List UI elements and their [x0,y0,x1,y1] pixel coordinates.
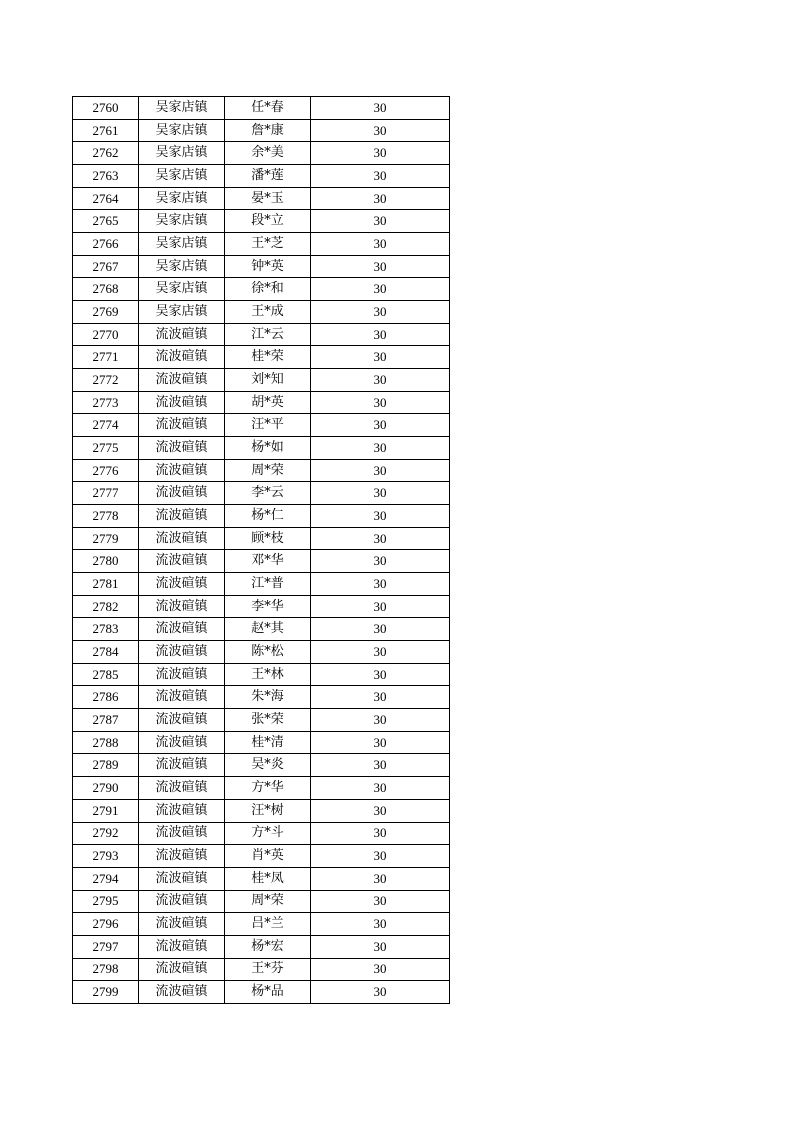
row-number-cell: 2778 [73,505,139,528]
row-number-cell: 2767 [73,255,139,278]
row-number-cell: 2794 [73,867,139,890]
town-cell: 流波碹镇 [139,913,225,936]
row-number-cell: 2779 [73,527,139,550]
row-number-cell: 2785 [73,663,139,686]
table-row [73,527,450,550]
person-name-cell: 王*成 [225,301,311,324]
row-number-cell: 2772 [73,369,139,392]
person-name-cell: 任*春 [225,97,311,120]
row-number-cell: 2770 [73,323,139,346]
amount-cell: 30 [311,754,450,777]
table-row [73,505,450,528]
amount-cell: 30 [311,913,450,936]
person-name-cell: 吴*炎 [225,754,311,777]
table-row [73,845,450,868]
amount-cell: 30 [311,527,450,550]
person-name-cell: 周*荣 [225,459,311,482]
town-cell: 流波碹镇 [139,754,225,777]
town-cell: 吴家店镇 [139,301,225,324]
person-name-cell: 吕*兰 [225,913,311,936]
row-number-cell: 2795 [73,890,139,913]
town-cell: 流波碹镇 [139,346,225,369]
table-row [73,867,450,890]
row-number-cell: 2776 [73,459,139,482]
town-cell: 流波碹镇 [139,618,225,641]
amount-cell: 30 [311,278,450,301]
person-name-cell: 肖*英 [225,845,311,868]
amount-cell: 30 [311,641,450,664]
row-number-cell: 2780 [73,550,139,573]
town-cell: 吴家店镇 [139,97,225,120]
table-row [73,935,450,958]
table-row [73,981,450,1004]
row-number-cell: 2784 [73,641,139,664]
table-row [73,165,450,188]
table-row [73,913,450,936]
person-name-cell: 刘*知 [225,369,311,392]
town-cell: 吴家店镇 [139,210,225,233]
person-name-cell: 杨*仁 [225,505,311,528]
town-cell: 吴家店镇 [139,255,225,278]
amount-cell: 30 [311,97,450,120]
table-row [73,369,450,392]
town-cell: 吴家店镇 [139,165,225,188]
amount-cell: 30 [311,981,450,1004]
row-number-cell: 2793 [73,845,139,868]
town-cell: 吴家店镇 [139,142,225,165]
amount-cell: 30 [311,686,450,709]
person-name-cell: 赵*其 [225,618,311,641]
row-number-cell: 2786 [73,686,139,709]
town-cell: 流波碹镇 [139,550,225,573]
table-row [73,210,450,233]
person-name-cell: 方*斗 [225,822,311,845]
amount-cell: 30 [311,437,450,460]
person-name-cell: 方*华 [225,777,311,800]
amount-cell: 30 [311,731,450,754]
amount-cell: 30 [311,618,450,641]
table-row [73,97,450,120]
town-cell: 流波碹镇 [139,505,225,528]
table-row [73,437,450,460]
amount-cell: 30 [311,165,450,188]
amount-cell: 30 [311,505,450,528]
row-number-cell: 2789 [73,754,139,777]
amount-cell: 30 [311,142,450,165]
town-cell: 流波碹镇 [139,731,225,754]
row-number-cell: 2798 [73,958,139,981]
table-row [73,301,450,324]
town-cell: 流波碹镇 [139,709,225,732]
row-number-cell: 2787 [73,709,139,732]
table-row [73,255,450,278]
row-number-cell: 2788 [73,731,139,754]
table-row [73,777,450,800]
town-cell: 吴家店镇 [139,187,225,210]
amount-cell: 30 [311,391,450,414]
amount-cell: 30 [311,233,450,256]
table-row [73,686,450,709]
person-name-cell: 王*芝 [225,233,311,256]
amount-cell: 30 [311,799,450,822]
town-cell: 吴家店镇 [139,119,225,142]
amount-cell: 30 [311,663,450,686]
town-cell: 流波碹镇 [139,527,225,550]
person-name-cell: 汪*平 [225,414,311,437]
row-number-cell: 2764 [73,187,139,210]
town-cell: 流波碹镇 [139,777,225,800]
amount-cell: 30 [311,709,450,732]
row-number-cell: 2799 [73,981,139,1004]
person-name-cell: 顾*枝 [225,527,311,550]
row-number-cell: 2777 [73,482,139,505]
amount-cell: 30 [311,935,450,958]
person-name-cell: 杨*如 [225,437,311,460]
row-number-cell: 2791 [73,799,139,822]
town-cell: 流波碹镇 [139,822,225,845]
row-number-cell: 2775 [73,437,139,460]
row-number-cell: 2771 [73,346,139,369]
row-number-cell: 2761 [73,119,139,142]
row-number-cell: 2790 [73,777,139,800]
town-cell: 流波碹镇 [139,641,225,664]
row-number-cell: 2781 [73,573,139,596]
town-cell: 流波碹镇 [139,686,225,709]
row-number-cell: 2773 [73,391,139,414]
town-cell: 流波碹镇 [139,369,225,392]
person-name-cell: 胡*英 [225,391,311,414]
row-number-cell: 2763 [73,165,139,188]
person-name-cell: 汪*树 [225,799,311,822]
town-cell: 流波碹镇 [139,414,225,437]
town-cell: 流波碹镇 [139,845,225,868]
row-number-cell: 2796 [73,913,139,936]
town-cell: 流波碹镇 [139,663,225,686]
amount-cell: 30 [311,777,450,800]
row-number-cell: 2792 [73,822,139,845]
person-name-cell: 周*荣 [225,890,311,913]
person-name-cell: 桂*荣 [225,346,311,369]
amount-cell: 30 [311,187,450,210]
table-row [73,550,450,573]
amount-cell: 30 [311,550,450,573]
person-name-cell: 杨*品 [225,981,311,1004]
row-number-cell: 2768 [73,278,139,301]
town-cell: 流波碹镇 [139,890,225,913]
person-name-cell: 陈*松 [225,641,311,664]
person-name-cell: 钟*英 [225,255,311,278]
person-name-cell: 邓*华 [225,550,311,573]
person-name-cell: 晏*玉 [225,187,311,210]
town-cell: 吴家店镇 [139,233,225,256]
amount-cell: 30 [311,958,450,981]
data-table [72,96,450,1004]
table-row [73,958,450,981]
person-name-cell: 王*林 [225,663,311,686]
row-number-cell: 2762 [73,142,139,165]
amount-cell: 30 [311,301,450,324]
amount-cell: 30 [311,867,450,890]
town-cell: 流波碹镇 [139,595,225,618]
row-number-cell: 2766 [73,233,139,256]
town-cell: 流波碹镇 [139,437,225,460]
table-row [73,573,450,596]
town-cell: 吴家店镇 [139,278,225,301]
row-number-cell: 2760 [73,97,139,120]
table-row [73,414,450,437]
amount-cell: 30 [311,119,450,142]
person-name-cell: 潘*莲 [225,165,311,188]
amount-cell: 30 [311,414,450,437]
person-name-cell: 桂*凤 [225,867,311,890]
town-cell: 流波碹镇 [139,935,225,958]
table-row [73,822,450,845]
row-number-cell: 2797 [73,935,139,958]
person-name-cell: 詹*康 [225,119,311,142]
person-name-cell: 朱*海 [225,686,311,709]
row-number-cell: 2769 [73,301,139,324]
row-number-cell: 2774 [73,414,139,437]
table-row [73,119,450,142]
table-row [73,890,450,913]
town-cell: 流波碹镇 [139,391,225,414]
table-row [73,754,450,777]
table-row [73,142,450,165]
person-name-cell: 段*立 [225,210,311,233]
table-row [73,663,450,686]
table-row [73,482,450,505]
town-cell: 流波碹镇 [139,459,225,482]
town-cell: 流波碹镇 [139,867,225,890]
table-body [73,97,450,1004]
amount-cell: 30 [311,595,450,618]
amount-cell: 30 [311,573,450,596]
row-number-cell: 2765 [73,210,139,233]
table-row [73,595,450,618]
table-row [73,323,450,346]
table-row [73,391,450,414]
table-row [73,731,450,754]
amount-cell: 30 [311,255,450,278]
person-name-cell: 徐*和 [225,278,311,301]
row-number-cell: 2782 [73,595,139,618]
amount-cell: 30 [311,822,450,845]
person-name-cell: 李*华 [225,595,311,618]
table-row [73,346,450,369]
table-row [73,278,450,301]
person-name-cell: 桂*清 [225,731,311,754]
amount-cell: 30 [311,210,450,233]
amount-cell: 30 [311,482,450,505]
table-row [73,187,450,210]
table-row [73,618,450,641]
table-row [73,459,450,482]
person-name-cell: 江*普 [225,573,311,596]
person-name-cell: 江*云 [225,323,311,346]
person-name-cell: 余*美 [225,142,311,165]
town-cell: 流波碹镇 [139,799,225,822]
row-number-cell: 2783 [73,618,139,641]
person-name-cell: 王*芬 [225,958,311,981]
amount-cell: 30 [311,369,450,392]
person-name-cell: 杨*宏 [225,935,311,958]
town-cell: 流波碹镇 [139,958,225,981]
amount-cell: 30 [311,890,450,913]
town-cell: 流波碹镇 [139,482,225,505]
amount-cell: 30 [311,845,450,868]
person-name-cell: 张*荣 [225,709,311,732]
town-cell: 流波碹镇 [139,981,225,1004]
person-name-cell: 李*云 [225,482,311,505]
town-cell: 流波碹镇 [139,573,225,596]
amount-cell: 30 [311,459,450,482]
table-row [73,641,450,664]
amount-cell: 30 [311,323,450,346]
amount-cell: 30 [311,346,450,369]
table-row [73,799,450,822]
table-row [73,709,450,732]
town-cell: 流波碹镇 [139,323,225,346]
table-row [73,233,450,256]
